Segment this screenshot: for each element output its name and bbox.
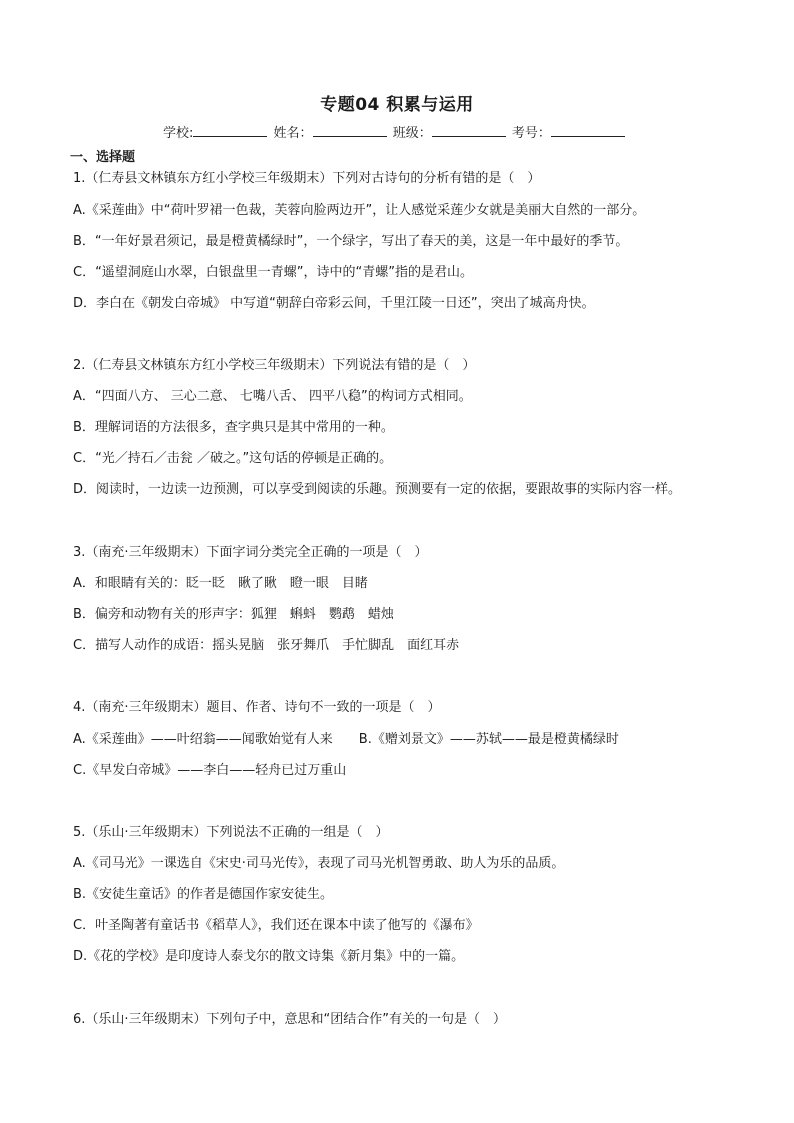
question-2-option-c: C．“光／持石／击瓮 ／破之。”这句话的停顿是正确的。: [73, 451, 393, 466]
question-5-option-a: A.《司马光》一课选自《宋史·司马光传》，表现了司马光机智勇敢、助人为乐的品质。: [73, 856, 565, 871]
school-label: 学校:: [163, 126, 194, 141]
question-2-option-a: A．“四面八方、 三心二意、 七嘴八舌、 四平八稳”的构词方式相同。: [73, 389, 472, 404]
document-title: 专题04 积累与运用: [320, 95, 474, 115]
question-2-option-d: D．阅读时，一边读一边预测，可以享受到阅读的乐趣。预测要有一定的依据，要跟故事的实际内容一样。: [73, 482, 682, 497]
question-4-stem: 4.（南充·三年级期末）题目、作者、诗句不一致的一项是（ ）: [73, 700, 441, 715]
question-3-stem: 3.（南充·三年级期末）下面字词分类完全正确的一项是（ ）: [73, 545, 428, 560]
student-info-line: [163, 122, 627, 141]
question-5-option-d: D.《花的学校》是印度诗人泰戈尔的散文诗集《新月集》中的一篇。: [73, 949, 465, 964]
question-1-stem: 1.（仁寿县文林镇东方红小学校三年级期末）下列对古诗句的分析有错的是（ ）: [73, 171, 541, 186]
question-6-stem: 6.（乐山·三年级期末）下列句子中，意思和“团结合作”有关的一句是（ ）: [73, 1012, 507, 1027]
name-blank[interactable]: [313, 124, 387, 137]
question-1-option-a: A.《采莲曲》中“荷叶罗裙一色裁，芙蓉向脸两边开”，让人感觉采莲少女就是美丽大自然的一部分。: [73, 203, 646, 218]
question-3-option-b: B．偏旁和动物有关的形声字：狐狸 蝌蚪 鹦鹉 蜡烛: [73, 607, 394, 622]
question-1-option-c: C．“遥望洞庭山水翠，白银盘里一青螺”，诗中的“青螺”指的是君山。: [73, 265, 474, 280]
question-4-option-c: C.《早发白帝城》——李白——轻舟已过万重山: [73, 763, 347, 778]
school-blank[interactable]: [193, 124, 267, 137]
id-blank[interactable]: [551, 124, 625, 137]
class-blank[interactable]: [432, 124, 506, 137]
class-label: 班级：: [392, 126, 432, 141]
question-5-option-b: B.《安徒生童话》的作者是德国作家安徒生。: [73, 887, 334, 902]
question-4-option-ab: A.《采莲曲》——叶绍翁——闻歌始觉有人来 B.《赠刘景文》——苏轼——最是橙黄橘绿时: [73, 732, 619, 747]
question-1-option-b: B．“一年好景君须记，最是橙黄橘绿时”，一个绿字，写出了春天的美，这是一年中最好的季节。: [73, 234, 629, 249]
question-2-stem: 2.（仁寿县文林镇东方红小学校三年级期末）下列说法有错的是（ ）: [73, 358, 476, 373]
question-2-option-b: B．理解词语的方法很多，查字典只是其中常用的一种。: [73, 420, 394, 435]
question-5-stem: 5.（乐山·三年级期末）下列说法不正确的一组是（ ）: [73, 825, 389, 840]
question-3-option-a: A．和眼睛有关的：眨一眨 瞅了瞅 瞪一眼 目睹: [73, 576, 368, 591]
question-1-option-d: D．李白在《朝发白帝城》 中写道“朝辞白帝彩云间，千里江陵一日还”，突出了城高舟快。: [73, 296, 595, 311]
question-3-option-c: C．描写人动作的成语：摇头晃脑 张牙舞爪 手忙脚乱 面红耳赤: [73, 638, 460, 653]
name-label: 姓名：: [273, 126, 313, 141]
section-heading: 一、选择题: [70, 150, 136, 165]
question-5-option-c: C．叶圣陶著有童话书《稻草人》，我们还在课本中读了他写的《瀑布》: [73, 918, 479, 933]
id-label: 考号：: [511, 126, 551, 141]
